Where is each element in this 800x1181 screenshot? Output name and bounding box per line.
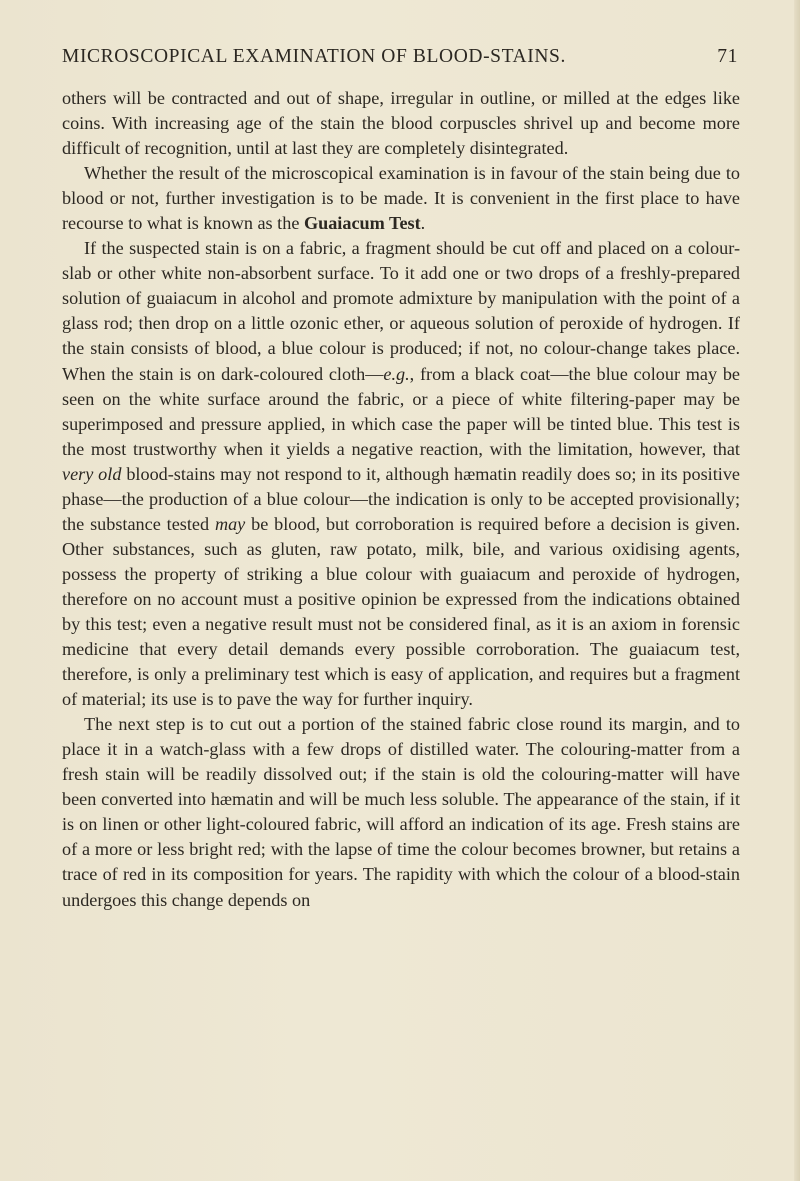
running-header	[62, 46, 738, 78]
guaiacum-test-heading: Guaiacum Test	[303, 213, 421, 234]
paragraph-2: Whether the result of the microscopical examination is in favour of the stain being due to blood or not, further investigation is to be made. It is convenient in the first place to have recourse to what is known as the Guaiacum Test.	[62, 163, 740, 234]
page-number: 71	[717, 46, 738, 67]
paragraph-4: The next step is to cut out a portion of the stained fabric close round its margin, and to place it in a watch-glass with a few drops of distilled water. The colouring-matter from a fresh stain will be readily dissolved out; if the stain is old the colouring-matter will have been converted into hæmatin and will be much less soluble. The appearance of the stain, if it is on linen or other light-coloured fabric, will afford an indication of its age. Fresh stains are of a more or less bright red; with the lapse of time the colour becomes browner, but retains a trace of red in its composition for years. The rapidity with which the colour of a blood-stain undergoes this change depends on	[62, 714, 740, 910]
running-title: MICROSCOPICAL EXAMINATION OF BLOOD-STAINS.	[62, 46, 566, 67]
page-edge-shadow	[794, 0, 800, 1181]
paragraph-3: If the suspected stain is on a fabric, a fragment should be cut off and placed on a colour-slab or other white non-absorbent surface. To it add one or two drops of a freshly-prepared solution of guaiacum in alcohol and promote admixture by manipulation with the point of a glass rod; then drop on a little ozonic ether, or aqueous solution of peroxide of hydrogen. If the stain consists of blood, a blue colour is produced; if not, no colour-change takes place. When the stain is on dark-coloured cloth—e.g., from a black coat—the blue colour may be seen on the white surface around the fabric, or a piece of white filtering-paper may be superimposed and pressure applied, in which case the paper will be tinted blue. This test is the most trustworthy when it yields a negative reaction, with the limitation, however, that very old blood-stains may not respond to it, although hæmatin readily does so; in its positive phase—the production of a blue colour—the indication is only to be accepted provisionally; the substance tested may be blood, but corroboration is required before a decision is given. Other substances, such as gluten, raw potato, milk, bile, and various oxidising agents, possess the property of striking a blue colour with guaiacum and peroxide of hydrogen, therefore on no account must a positive opinion be expressed from the indications obtained by this test; even a negative result must not be considered final, as it is an axiom in forensic medicine that every detail demands every possible corroboration. The guaiacum test, therefore, is only a preliminary test which is easy of application, and requires but a fragment of material; its use is to pave the way for further inquiry.	[62, 238, 740, 710]
body-text	[62, 86, 740, 913]
paragraph-1: others will be contracted and out of shape, irregular in outline, or milled at the edges like coins. With increasing age of the stain the blood corpuscles shrivel up and become more difficult of recognition, until at last they are completely disintegrated.	[62, 88, 740, 159]
